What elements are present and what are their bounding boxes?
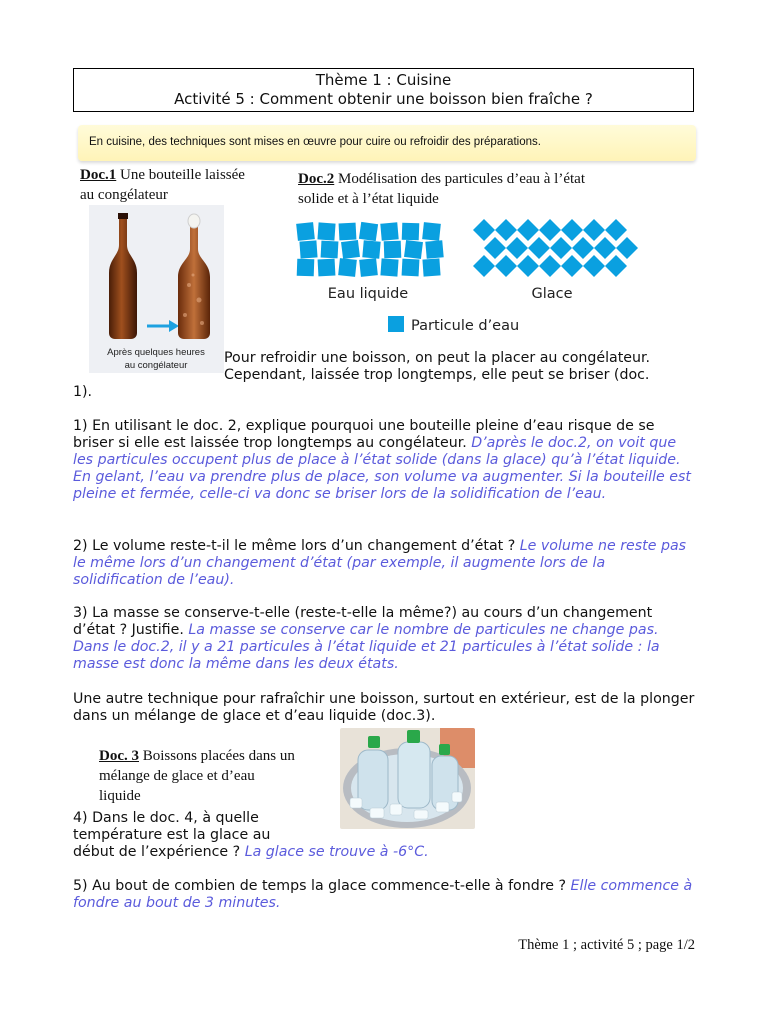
solid-particle xyxy=(473,255,495,277)
liquid-particle xyxy=(404,240,423,259)
solid-particle xyxy=(506,237,528,259)
solid-particle xyxy=(528,237,550,259)
question-1 xyxy=(73,418,697,503)
liquid-particle xyxy=(425,240,443,258)
liquid-particle xyxy=(299,240,317,258)
doc3-caption-text: Boissons placées dans un mélange de glace et d’eau liquide xyxy=(99,748,295,804)
solid-label: Glace xyxy=(531,286,573,302)
liquid-particle xyxy=(341,240,360,259)
q4-text-first: 4) Dans le doc. 4, à quelle température est la glace au xyxy=(73,810,271,843)
title-box xyxy=(73,68,694,112)
page-footer xyxy=(518,937,695,954)
question-3 xyxy=(73,605,697,673)
intro-banner xyxy=(78,125,696,161)
solid-particles xyxy=(473,219,638,277)
liquid-particle xyxy=(296,222,315,241)
liquid-particle xyxy=(321,241,339,259)
q4-text-tail: début de l’expérience ? xyxy=(73,844,245,860)
q1-text: 1) En utilisant le doc. 2, explique pourquoi une bouteille pleine d’eau risque de se briser si elle est laissée trop longtemps au congélateur. xyxy=(73,418,655,451)
liquid-particle xyxy=(338,258,357,277)
solid-particle xyxy=(484,237,506,259)
liquid-particle xyxy=(384,241,402,259)
q3-answer: La masse se conserve car le nombre de particules ne change pas. Dans le doc.2, il y a 21 particules à l’état liquide et 21 particules à l’état solide : la masse est donc la même dans les deux états. xyxy=(73,622,660,672)
solid-particle xyxy=(561,219,583,241)
liquid-particle xyxy=(339,223,357,241)
liquid-particle xyxy=(317,222,335,240)
solid-particle xyxy=(495,255,517,277)
solid-particle xyxy=(473,219,495,241)
solid-particle xyxy=(583,255,605,277)
solid-particle xyxy=(495,219,517,241)
theme-title: Thème 1 : Cuisine xyxy=(315,71,452,89)
doc3-label: Doc. 3 xyxy=(99,748,139,764)
solid-particle xyxy=(583,219,605,241)
q2-answer: Le volume ne reste pas le même lors d’un changement d’état (par exemple, il augmente lors de la solidification de l’eau). xyxy=(73,538,687,588)
liquid-label: Eau liquide xyxy=(327,286,409,302)
bottles-caption-1: Après quelques heures xyxy=(107,347,205,358)
footer-text: Thème 1 ; activité 5 ; page 1/2 xyxy=(518,937,695,953)
solid-particle xyxy=(594,237,616,259)
q5-answer: Elle commence à fondre au bout de 3 minutes. xyxy=(73,878,693,911)
intro-line-1: Pour refroidir une boisson, on peut la placer au congélateur. Cependant, laissée trop longtemps, elle peut se briser (doc. xyxy=(224,350,651,383)
liquid-particle xyxy=(359,222,378,241)
liquid-particle xyxy=(380,258,398,276)
bottles-caption-2: au congélateur xyxy=(124,360,188,371)
solid-particle xyxy=(517,219,539,241)
paragraph-2 xyxy=(73,691,697,725)
solid-particle xyxy=(550,237,572,259)
doc3-caption xyxy=(99,746,299,806)
doc1-caption-text: Une bouteille laissée au congélateur xyxy=(80,167,245,203)
q5-text: 5) Au bout de combien de temps la glace commence-t-elle à fondre ? xyxy=(73,878,571,894)
solid-particle xyxy=(561,255,583,277)
particles-figure xyxy=(290,210,640,340)
solid-particle xyxy=(539,219,561,241)
banner-text: En cuisine, des techniques sont mises en œuvre pour cuire ou refroidir des préparations. xyxy=(89,136,541,148)
intro-text-tail xyxy=(73,384,697,401)
liquid-particle xyxy=(318,259,336,277)
q2-text: 2) Le volume reste-t-il le même lors d’un changement d’état ? xyxy=(73,538,520,554)
liquid-particle xyxy=(402,259,420,277)
intro-line-2: 1). xyxy=(73,384,93,400)
paragraph-2-text: Une autre technique pour rafraîchir une boisson, surtout en extérieur, est de la plonger dans un mélange de glace et d’eau liquide (doc.3). xyxy=(73,691,695,724)
liquid-particle xyxy=(362,240,380,258)
liquid-particle xyxy=(422,258,440,276)
liquid-particle xyxy=(380,222,398,240)
ice-bucket-illustration xyxy=(340,728,475,829)
liquid-particle xyxy=(359,258,378,277)
solid-particle xyxy=(517,255,539,277)
liquid-particle xyxy=(297,259,315,277)
q4-answer: La glace se trouve à -6°C. xyxy=(244,844,429,860)
question-5 xyxy=(73,878,697,912)
q3-text: 3) La masse se conserve-t-elle (reste-t-elle la même?) au cours d’un changement d’état ? Justifie. xyxy=(73,605,653,638)
bottles-illustration xyxy=(89,205,224,373)
doc2-label: Doc.2 xyxy=(298,171,335,187)
question-4-part xyxy=(73,810,333,844)
solid-particle xyxy=(539,255,561,277)
doc2-caption-text: Modélisation des particules d’eau à l’état solide et à l’état liquide xyxy=(298,171,585,207)
question-2 xyxy=(73,538,697,589)
liquid-particles xyxy=(296,222,444,277)
solid-particle xyxy=(605,219,627,241)
liquid-particle xyxy=(402,223,420,241)
solid-particle xyxy=(616,237,638,259)
question-4 xyxy=(73,844,697,861)
q1-answer: D’après le doc.2, on voit que les particules occupent plus de place à l’état solide (dans la glace) qu’à l’état liquide. En gelant, l’eau va prendre plus de place, son volume va augmenter. Si la bouteille est pleine et fermée, celle-ci va donc se briser lors de la solidification de l’eau. xyxy=(73,435,691,502)
bottles-image xyxy=(89,205,224,373)
solid-particle xyxy=(605,255,627,277)
doc1-label: Doc.1 xyxy=(80,167,117,183)
doc1-caption xyxy=(80,165,260,205)
legend-particle-icon xyxy=(388,316,404,332)
liquid-particle xyxy=(422,222,441,241)
doc2-caption xyxy=(298,169,618,209)
intro-text-first xyxy=(224,350,696,384)
particles-diagram xyxy=(290,210,640,340)
solid-particle xyxy=(572,237,594,259)
ice-bucket-image xyxy=(340,728,475,829)
activity-title: Activité 5 : Comment obtenir une boisson bien fraîche ? xyxy=(174,90,593,108)
legend-label: Particule d’eau xyxy=(411,318,520,334)
